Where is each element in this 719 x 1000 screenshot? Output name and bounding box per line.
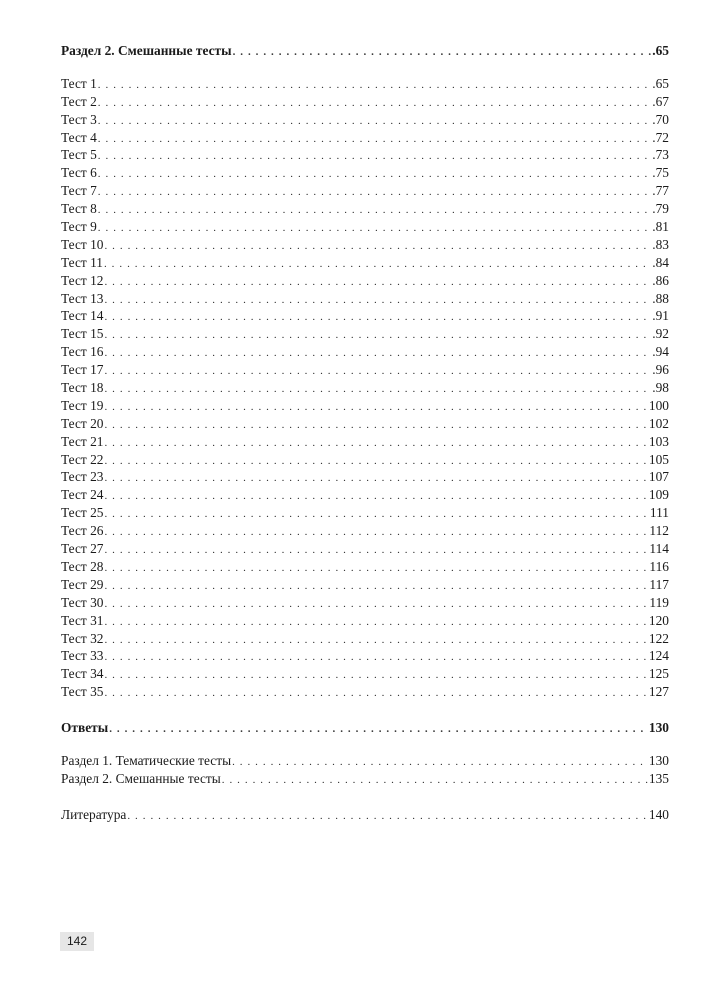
toc-entry-title: Тест 19 bbox=[61, 397, 104, 413]
toc-entry-title: Тест 2 bbox=[61, 93, 97, 109]
toc-entry-page: .75 bbox=[652, 165, 669, 181]
toc-entry-page: .98 bbox=[652, 380, 669, 396]
toc-answers-section-1[interactable] bbox=[61, 752, 669, 770]
dot-leader bbox=[98, 202, 651, 220]
toc-test-27[interactable] bbox=[61, 540, 669, 558]
table-of-contents bbox=[61, 42, 669, 824]
dot-leader bbox=[104, 470, 647, 488]
spacer bbox=[61, 701, 669, 719]
dot-leader bbox=[104, 596, 648, 614]
toc-entry-page: .67 bbox=[652, 93, 669, 109]
toc-test-1[interactable] bbox=[61, 75, 669, 93]
dot-leader bbox=[104, 309, 651, 327]
toc-entry-title: Тест 3 bbox=[61, 111, 97, 127]
toc-test-7[interactable] bbox=[61, 182, 669, 200]
dot-leader bbox=[98, 77, 651, 95]
toc-entry-title: Тест 11 bbox=[61, 254, 103, 270]
toc-entry-page: .91 bbox=[652, 308, 669, 324]
dot-leader bbox=[104, 649, 647, 667]
toc-entry-title: Ответы bbox=[61, 720, 109, 736]
dot-leader bbox=[104, 292, 651, 310]
toc-entry-page: 114 bbox=[649, 541, 669, 557]
toc-test-6[interactable] bbox=[61, 164, 669, 182]
toc-entry-page: .79 bbox=[652, 201, 669, 217]
toc-entry-page: 130 bbox=[648, 720, 669, 736]
toc-entry-title: Тест 24 bbox=[61, 487, 104, 503]
toc-entry-page: .72 bbox=[652, 129, 669, 145]
dot-leader bbox=[104, 274, 651, 292]
toc-entry-title: Тест 28 bbox=[61, 558, 104, 574]
toc-entry-title: Тест 12 bbox=[61, 272, 104, 288]
toc-entry-page: 120 bbox=[648, 612, 669, 628]
toc-test-32[interactable] bbox=[61, 630, 669, 648]
toc-entry-page: .88 bbox=[652, 290, 669, 306]
toc-entry-title: Тест 7 bbox=[61, 183, 97, 199]
toc-entry-page: .84 bbox=[652, 254, 669, 270]
toc-test-24[interactable] bbox=[61, 486, 669, 504]
dot-leader bbox=[98, 184, 651, 202]
toc-test-19[interactable] bbox=[61, 397, 669, 415]
dot-leader bbox=[104, 256, 651, 274]
dot-leader bbox=[104, 667, 647, 685]
dot-leader bbox=[98, 131, 651, 149]
toc-entry-title: Тест 4 bbox=[61, 129, 97, 145]
dot-leader bbox=[104, 345, 651, 363]
toc-entry-page: 102 bbox=[648, 415, 669, 431]
page-number: 142 bbox=[60, 932, 94, 951]
toc-test-13[interactable] bbox=[61, 290, 669, 308]
toc-entry-page: 130 bbox=[648, 752, 669, 768]
toc-entry-title: Тест 22 bbox=[61, 451, 104, 467]
dot-leader bbox=[104, 506, 648, 524]
toc-test-18[interactable] bbox=[61, 379, 669, 397]
toc-entry-page: .70 bbox=[652, 111, 669, 127]
spacer bbox=[61, 737, 669, 752]
toc-test-2[interactable] bbox=[61, 93, 669, 111]
toc-entry-page: 111 bbox=[649, 505, 669, 521]
dot-leader bbox=[104, 381, 651, 399]
toc-entry-page: 124 bbox=[648, 648, 669, 664]
toc-entry-page: 116 bbox=[649, 558, 669, 574]
dot-leader bbox=[98, 166, 651, 184]
dot-leader bbox=[104, 488, 647, 506]
toc-literature[interactable] bbox=[61, 806, 669, 824]
toc-test-15[interactable] bbox=[61, 325, 669, 343]
toc-entry-title: Тест 8 bbox=[61, 201, 97, 217]
toc-entry-page: .94 bbox=[652, 344, 669, 360]
toc-test-5[interactable] bbox=[61, 146, 669, 164]
toc-entry-title: Тест 21 bbox=[61, 433, 104, 449]
dot-leader bbox=[104, 685, 647, 703]
dot-leader bbox=[104, 560, 648, 578]
toc-entry-page: 109 bbox=[648, 487, 669, 503]
toc-entry-page: 100 bbox=[648, 397, 669, 413]
toc-entry-title: Тест 20 bbox=[61, 415, 104, 431]
toc-test-10[interactable] bbox=[61, 236, 669, 254]
toc-entry-page: 125 bbox=[648, 666, 669, 682]
toc-entry-page: 119 bbox=[649, 594, 669, 610]
toc-test-23[interactable] bbox=[61, 468, 669, 486]
toc-entry-page: 112 bbox=[649, 523, 669, 539]
toc-test-31[interactable] bbox=[61, 612, 669, 630]
toc-answers[interactable] bbox=[61, 719, 669, 737]
spacer bbox=[61, 788, 669, 806]
tests-list bbox=[61, 75, 669, 701]
dot-leader bbox=[104, 363, 651, 381]
toc-entry-page: .81 bbox=[652, 219, 669, 235]
toc-entry-title: Тест 1 bbox=[61, 75, 97, 91]
toc-entry-title: Литература bbox=[61, 806, 127, 822]
dot-leader bbox=[104, 435, 647, 453]
toc-entry-page: 140 bbox=[648, 806, 669, 822]
toc-test-4[interactable] bbox=[61, 129, 669, 147]
dot-leader bbox=[127, 808, 648, 826]
toc-test-11[interactable] bbox=[61, 254, 669, 272]
dot-leader bbox=[232, 754, 648, 772]
toc-entry-title: Тест 27 bbox=[61, 541, 104, 557]
toc-entry-page: .86 bbox=[652, 272, 669, 288]
toc-test-30[interactable] bbox=[61, 594, 669, 612]
toc-entry-title: Тест 16 bbox=[61, 344, 104, 360]
toc-test-14[interactable] bbox=[61, 307, 669, 325]
dot-leader bbox=[104, 417, 647, 435]
toc-entry-page: 135 bbox=[648, 770, 669, 786]
toc-answers-section-2[interactable] bbox=[61, 770, 669, 788]
toc-test-35[interactable] bbox=[61, 683, 669, 701]
spacer bbox=[61, 60, 669, 75]
dot-leader bbox=[104, 524, 648, 542]
dot-leader bbox=[104, 614, 647, 632]
toc-test-34[interactable] bbox=[61, 665, 669, 683]
dot-leader bbox=[98, 113, 651, 131]
dot-leader bbox=[233, 44, 652, 62]
toc-test-20[interactable] bbox=[61, 415, 669, 433]
toc-test-22[interactable] bbox=[61, 451, 669, 469]
toc-entry-title: Тест 25 bbox=[61, 505, 104, 521]
toc-entry-page: .73 bbox=[652, 147, 669, 163]
toc-test-3[interactable] bbox=[61, 111, 669, 129]
toc-entry-title: Тест 31 bbox=[61, 612, 104, 628]
toc-test-21[interactable] bbox=[61, 433, 669, 451]
toc-entry-title: Тест 15 bbox=[61, 326, 104, 342]
toc-entry-title: Тест 6 bbox=[61, 165, 97, 181]
toc-entry-page: 105 bbox=[648, 451, 669, 467]
dot-leader bbox=[104, 327, 651, 345]
toc-entry-title: Тест 35 bbox=[61, 684, 104, 700]
toc-test-16[interactable] bbox=[61, 343, 669, 361]
dot-leader bbox=[98, 148, 651, 166]
toc-test-25[interactable] bbox=[61, 504, 669, 522]
dot-leader bbox=[104, 453, 647, 471]
toc-entry-title: Тест 23 bbox=[61, 469, 104, 485]
dot-leader bbox=[109, 721, 648, 739]
dot-leader bbox=[104, 399, 647, 417]
dot-leader bbox=[104, 578, 648, 596]
dot-leader bbox=[104, 632, 647, 650]
toc-entry-page: 127 bbox=[648, 684, 669, 700]
toc-entry-page: .65 bbox=[652, 43, 669, 58]
toc-entry-page: 107 bbox=[648, 469, 669, 485]
toc-entry-page: 117 bbox=[649, 576, 669, 592]
toc-entry-page: .96 bbox=[652, 362, 669, 378]
dot-leader bbox=[104, 238, 651, 256]
toc-test-29[interactable] bbox=[61, 576, 669, 594]
toc-entry-page: 122 bbox=[648, 630, 669, 646]
toc-entry-page: 103 bbox=[648, 433, 669, 449]
toc-test-26[interactable] bbox=[61, 522, 669, 540]
dot-leader bbox=[222, 772, 648, 790]
toc-entry-page: .77 bbox=[652, 183, 669, 199]
dot-leader bbox=[104, 542, 648, 560]
toc-section-2[interactable] bbox=[61, 42, 669, 60]
toc-entry-title: Тест 33 bbox=[61, 648, 104, 664]
toc-entry-title: Тест 26 bbox=[61, 523, 104, 539]
toc-test-28[interactable] bbox=[61, 558, 669, 576]
toc-entry-title: Тест 13 bbox=[61, 290, 104, 306]
toc-entry-title: Раздел 1. Тематические тесты bbox=[61, 752, 232, 768]
toc-entry-title: Тест 5 bbox=[61, 147, 97, 163]
toc-entry-page: .65 bbox=[652, 75, 669, 91]
toc-entry-title: Тест 10 bbox=[61, 236, 104, 252]
toc-entry-title: Тест 29 bbox=[61, 576, 104, 592]
toc-entry-title: Тест 34 bbox=[61, 666, 104, 682]
toc-entry-page: .92 bbox=[652, 326, 669, 342]
toc-entry-title: Тест 17 bbox=[61, 362, 104, 378]
dot-leader bbox=[98, 95, 651, 113]
toc-entry-title: Тест 30 bbox=[61, 594, 104, 610]
toc-test-12[interactable] bbox=[61, 272, 669, 290]
toc-test-9[interactable] bbox=[61, 218, 669, 236]
toc-entry-title: Тест 18 bbox=[61, 380, 104, 396]
toc-test-33[interactable] bbox=[61, 647, 669, 665]
toc-test-17[interactable] bbox=[61, 361, 669, 379]
toc-entry-title: Тест 9 bbox=[61, 219, 97, 235]
toc-entry-title: Раздел 2. Смешанные тесты bbox=[61, 43, 232, 58]
toc-entry-page: .83 bbox=[652, 236, 669, 252]
dot-leader bbox=[98, 220, 651, 238]
toc-entry-title: Тест 32 bbox=[61, 630, 104, 646]
toc-test-8[interactable] bbox=[61, 200, 669, 218]
toc-entry-title: Раздел 2. Смешанные тесты bbox=[61, 770, 221, 786]
toc-entry-title: Тест 14 bbox=[61, 308, 104, 324]
